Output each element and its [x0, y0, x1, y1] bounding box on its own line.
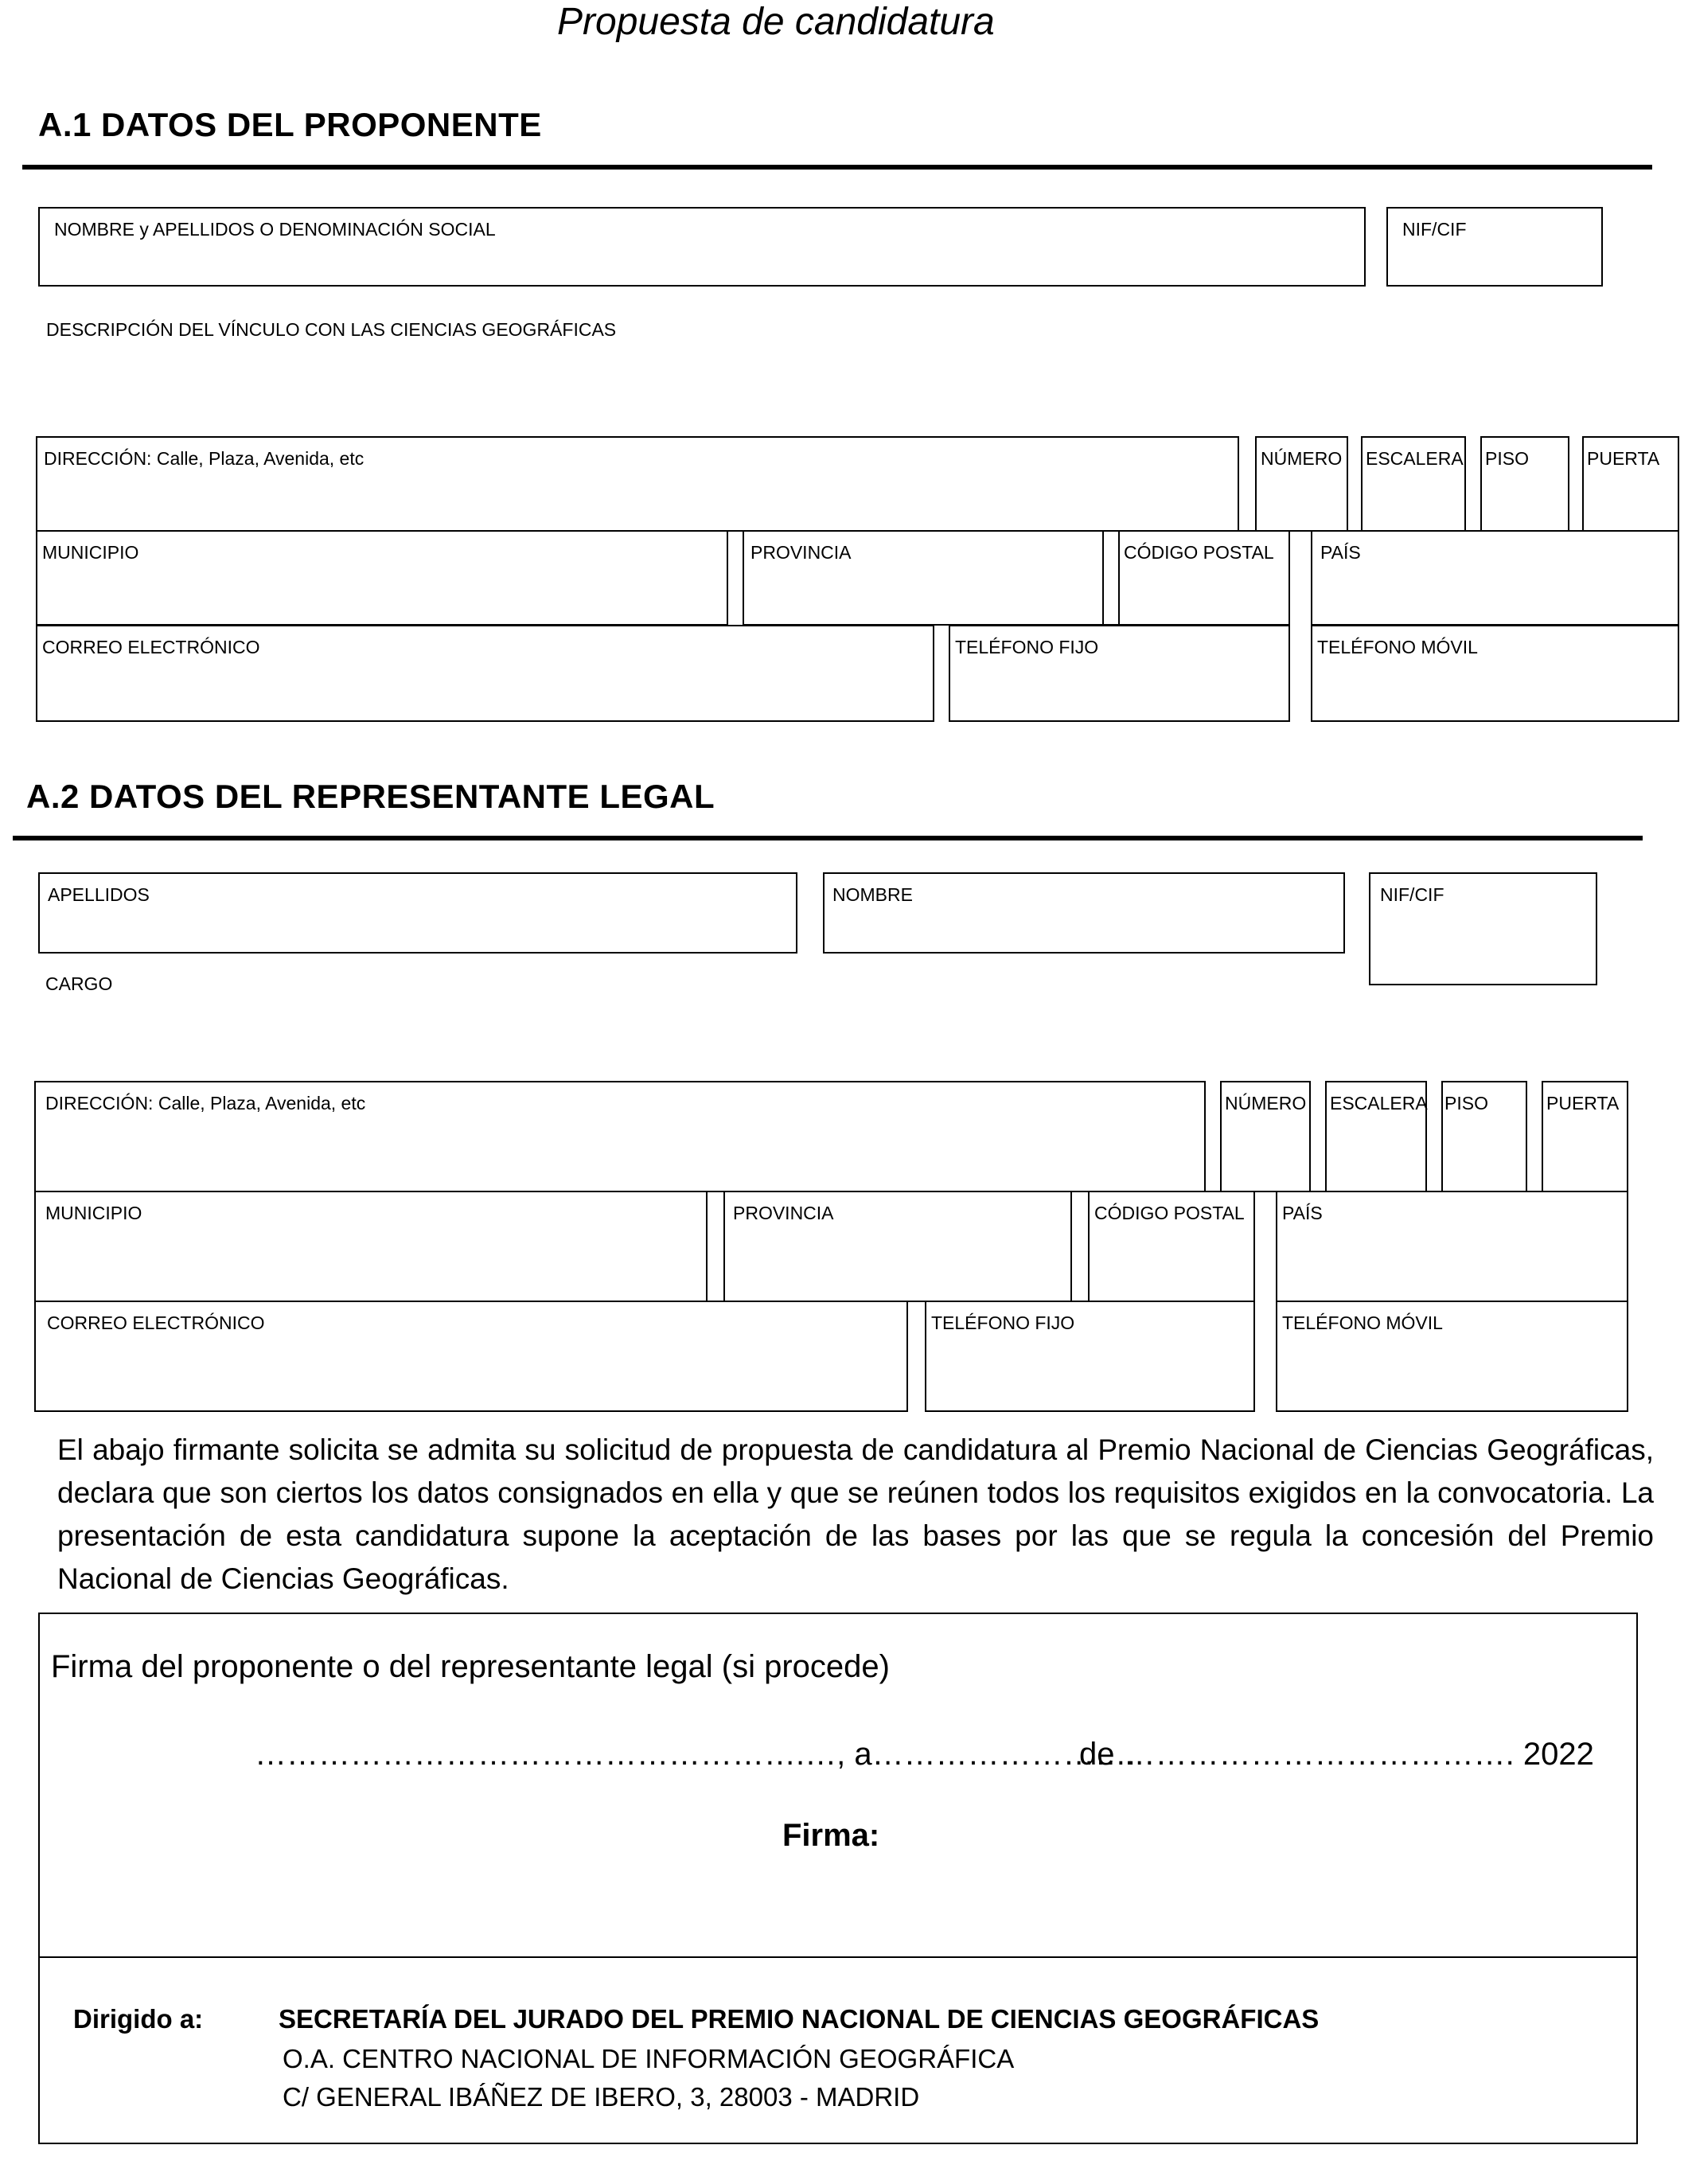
a1-telefono-movil-field[interactable] — [1311, 625, 1679, 722]
declaration-text: El abajo firmante solicita se admita su solicitud de propuesta de candidatura al Premio Nacional de Ciencias Geográficas, declara que son ciertos los datos consignados en ella y que se reúnen todos los requisitos exigidos en la convocatoria. La presentación de esta candidatura supone la aceptación de las bases por las que se regula la concesión del Premio Nacional de Ciencias Geográficas. — [57, 1433, 1654, 1595]
a2-puerta-field[interactable] — [1542, 1081, 1628, 1192]
a2-telefono-fijo-label: TELÉFONO FIJO — [931, 1312, 1075, 1333]
a2-puerta-label: PUERTA — [1546, 1093, 1620, 1113]
addressee-label: Dirigido a: — [73, 2004, 204, 2034]
a2-nombre-label: NOMBRE — [832, 884, 913, 905]
section-a2-rule — [13, 836, 1643, 840]
a1-correo-field[interactable] — [36, 625, 934, 722]
a2-telefono-movil-field[interactable] — [1276, 1301, 1628, 1412]
a2-cargo-label: CARGO — [45, 973, 113, 994]
place-date-line[interactable]: …………………………………………….…, a……………………. — [255, 1737, 1136, 1772]
a1-numero-label: NÚMERO — [1261, 448, 1343, 469]
a2-nombre-field[interactable] — [823, 872, 1345, 954]
a1-correo-label: CORREO ELECTRÓNICO — [42, 637, 260, 657]
a2-apellidos-field[interactable] — [38, 872, 797, 954]
a1-puerta-label: PUERTA — [1587, 448, 1660, 469]
a2-piso-field[interactable] — [1441, 1081, 1527, 1192]
a2-correo-field[interactable] — [34, 1301, 908, 1412]
a1-puerta-field[interactable] — [1582, 436, 1679, 532]
a1-codigo-postal-label: CÓDIGO POSTAL — [1124, 542, 1274, 563]
a2-telefono-movil-label: TELÉFONO MÓVIL — [1282, 1312, 1443, 1333]
a2-provincia-label: PROVINCIA — [733, 1203, 834, 1223]
a1-municipio-label: MUNICIPIO — [42, 542, 139, 563]
a2-numero-label: NÚMERO — [1225, 1093, 1307, 1113]
signature-area[interactable] — [509, 1859, 1146, 1947]
a2-escalera-label: ESCALERA — [1330, 1093, 1428, 1113]
a2-correo-label: CORREO ELECTRÓNICO — [47, 1312, 265, 1333]
a1-telefono-fijo-field[interactable] — [949, 625, 1290, 722]
section-a1-rule — [22, 165, 1652, 170]
a2-numero-field[interactable] — [1220, 1081, 1311, 1192]
a2-municipio-label: MUNICIPIO — [45, 1203, 142, 1223]
page-title: Propuesta de candidatura — [557, 1, 995, 43]
a2-codigo-postal-field[interactable] — [1088, 1191, 1255, 1302]
signature-heading: Firma del proponente o del representante legal (si procede) — [51, 1649, 890, 1684]
addressee-line3: C/ GENERAL IBÁÑEZ DE IBERO, 3, 28003 - MADRID — [283, 2082, 920, 2112]
a1-codigo-postal-field[interactable] — [1118, 530, 1290, 626]
a1-telefono-movil-label: TELÉFONO MÓVIL — [1317, 637, 1478, 657]
a1-descripcion-label: DESCRIPCIÓN DEL VÍNCULO CON LAS CIENCIAS GEOGRÁFICAS — [46, 319, 617, 340]
a2-spacer-box-2 — [1070, 1191, 1090, 1302]
a2-apellidos-label: APELLIDOS — [48, 884, 150, 905]
a2-pais-label: PAÍS — [1282, 1203, 1323, 1223]
a1-escalera-label: ESCALERA — [1366, 448, 1464, 469]
a1-descripcion-field[interactable] — [38, 344, 1678, 431]
a1-provincia-field[interactable] — [743, 530, 1104, 626]
a2-nif-label: NIF/CIF — [1380, 884, 1444, 905]
a2-nif-field[interactable] — [1369, 872, 1597, 985]
a2-pais-field[interactable] — [1276, 1191, 1628, 1302]
a1-municipio-field[interactable] — [36, 530, 728, 626]
a1-nif-label: NIF/CIF — [1402, 219, 1467, 240]
a2-spacer-box-1 — [706, 1191, 725, 1302]
a2-codigo-postal-label: CÓDIGO POSTAL — [1094, 1203, 1245, 1223]
a2-municipio-field[interactable] — [34, 1191, 720, 1302]
a2-piso-label: PISO — [1444, 1093, 1488, 1113]
a1-nif-field[interactable] — [1386, 207, 1603, 287]
month-year-line[interactable]: de ………………………………. 2022 — [1079, 1737, 1594, 1772]
a1-nombre-label: NOMBRE y APELLIDOS O DENOMINACIÓN SOCIAL — [54, 219, 496, 240]
a1-direccion-label: DIRECCIÓN: Calle, Plaza, Avenida, etc — [44, 448, 365, 469]
section-a1-heading: A.1 DATOS DEL PROPONENTE — [38, 106, 542, 143]
a2-escalera-field[interactable] — [1325, 1081, 1427, 1192]
firma-label: Firma: — [782, 1818, 880, 1853]
a2-telefono-fijo-field[interactable] — [925, 1301, 1255, 1412]
a2-direccion-field[interactable] — [34, 1081, 1206, 1192]
a1-provincia-label: PROVINCIA — [750, 542, 852, 563]
a2-cargo-field[interactable] — [38, 996, 1359, 1076]
a1-piso-field[interactable] — [1480, 436, 1569, 532]
a1-escalera-field[interactable] — [1361, 436, 1466, 532]
section-a2-heading: A.2 DATOS DEL REPRESENTANTE LEGAL — [26, 778, 715, 815]
signature-divider — [38, 1956, 1638, 1958]
addressee-line1: SECRETARÍA DEL JURADO DEL PREMIO NACIONAL DE CIENCIAS GEOGRÁFICAS — [279, 2004, 1320, 2034]
a1-telefono-fijo-label: TELÉFONO FIJO — [955, 637, 1099, 657]
a2-direccion-label: DIRECCIÓN: Calle, Plaza, Avenida, etc — [45, 1093, 366, 1113]
a1-numero-field[interactable] — [1255, 436, 1348, 532]
a2-provincia-field[interactable] — [723, 1191, 1072, 1302]
a1-pais-label: PAÍS — [1320, 542, 1361, 563]
a1-direccion-field[interactable] — [36, 436, 1239, 532]
a1-piso-label: PISO — [1485, 448, 1529, 469]
addressee-line2: O.A. CENTRO NACIONAL DE INFORMACIÓN GEOGRÁFICA — [283, 2044, 1015, 2073]
a1-pais-field[interactable] — [1311, 530, 1679, 626]
a1-nombre-field[interactable] — [38, 207, 1366, 287]
